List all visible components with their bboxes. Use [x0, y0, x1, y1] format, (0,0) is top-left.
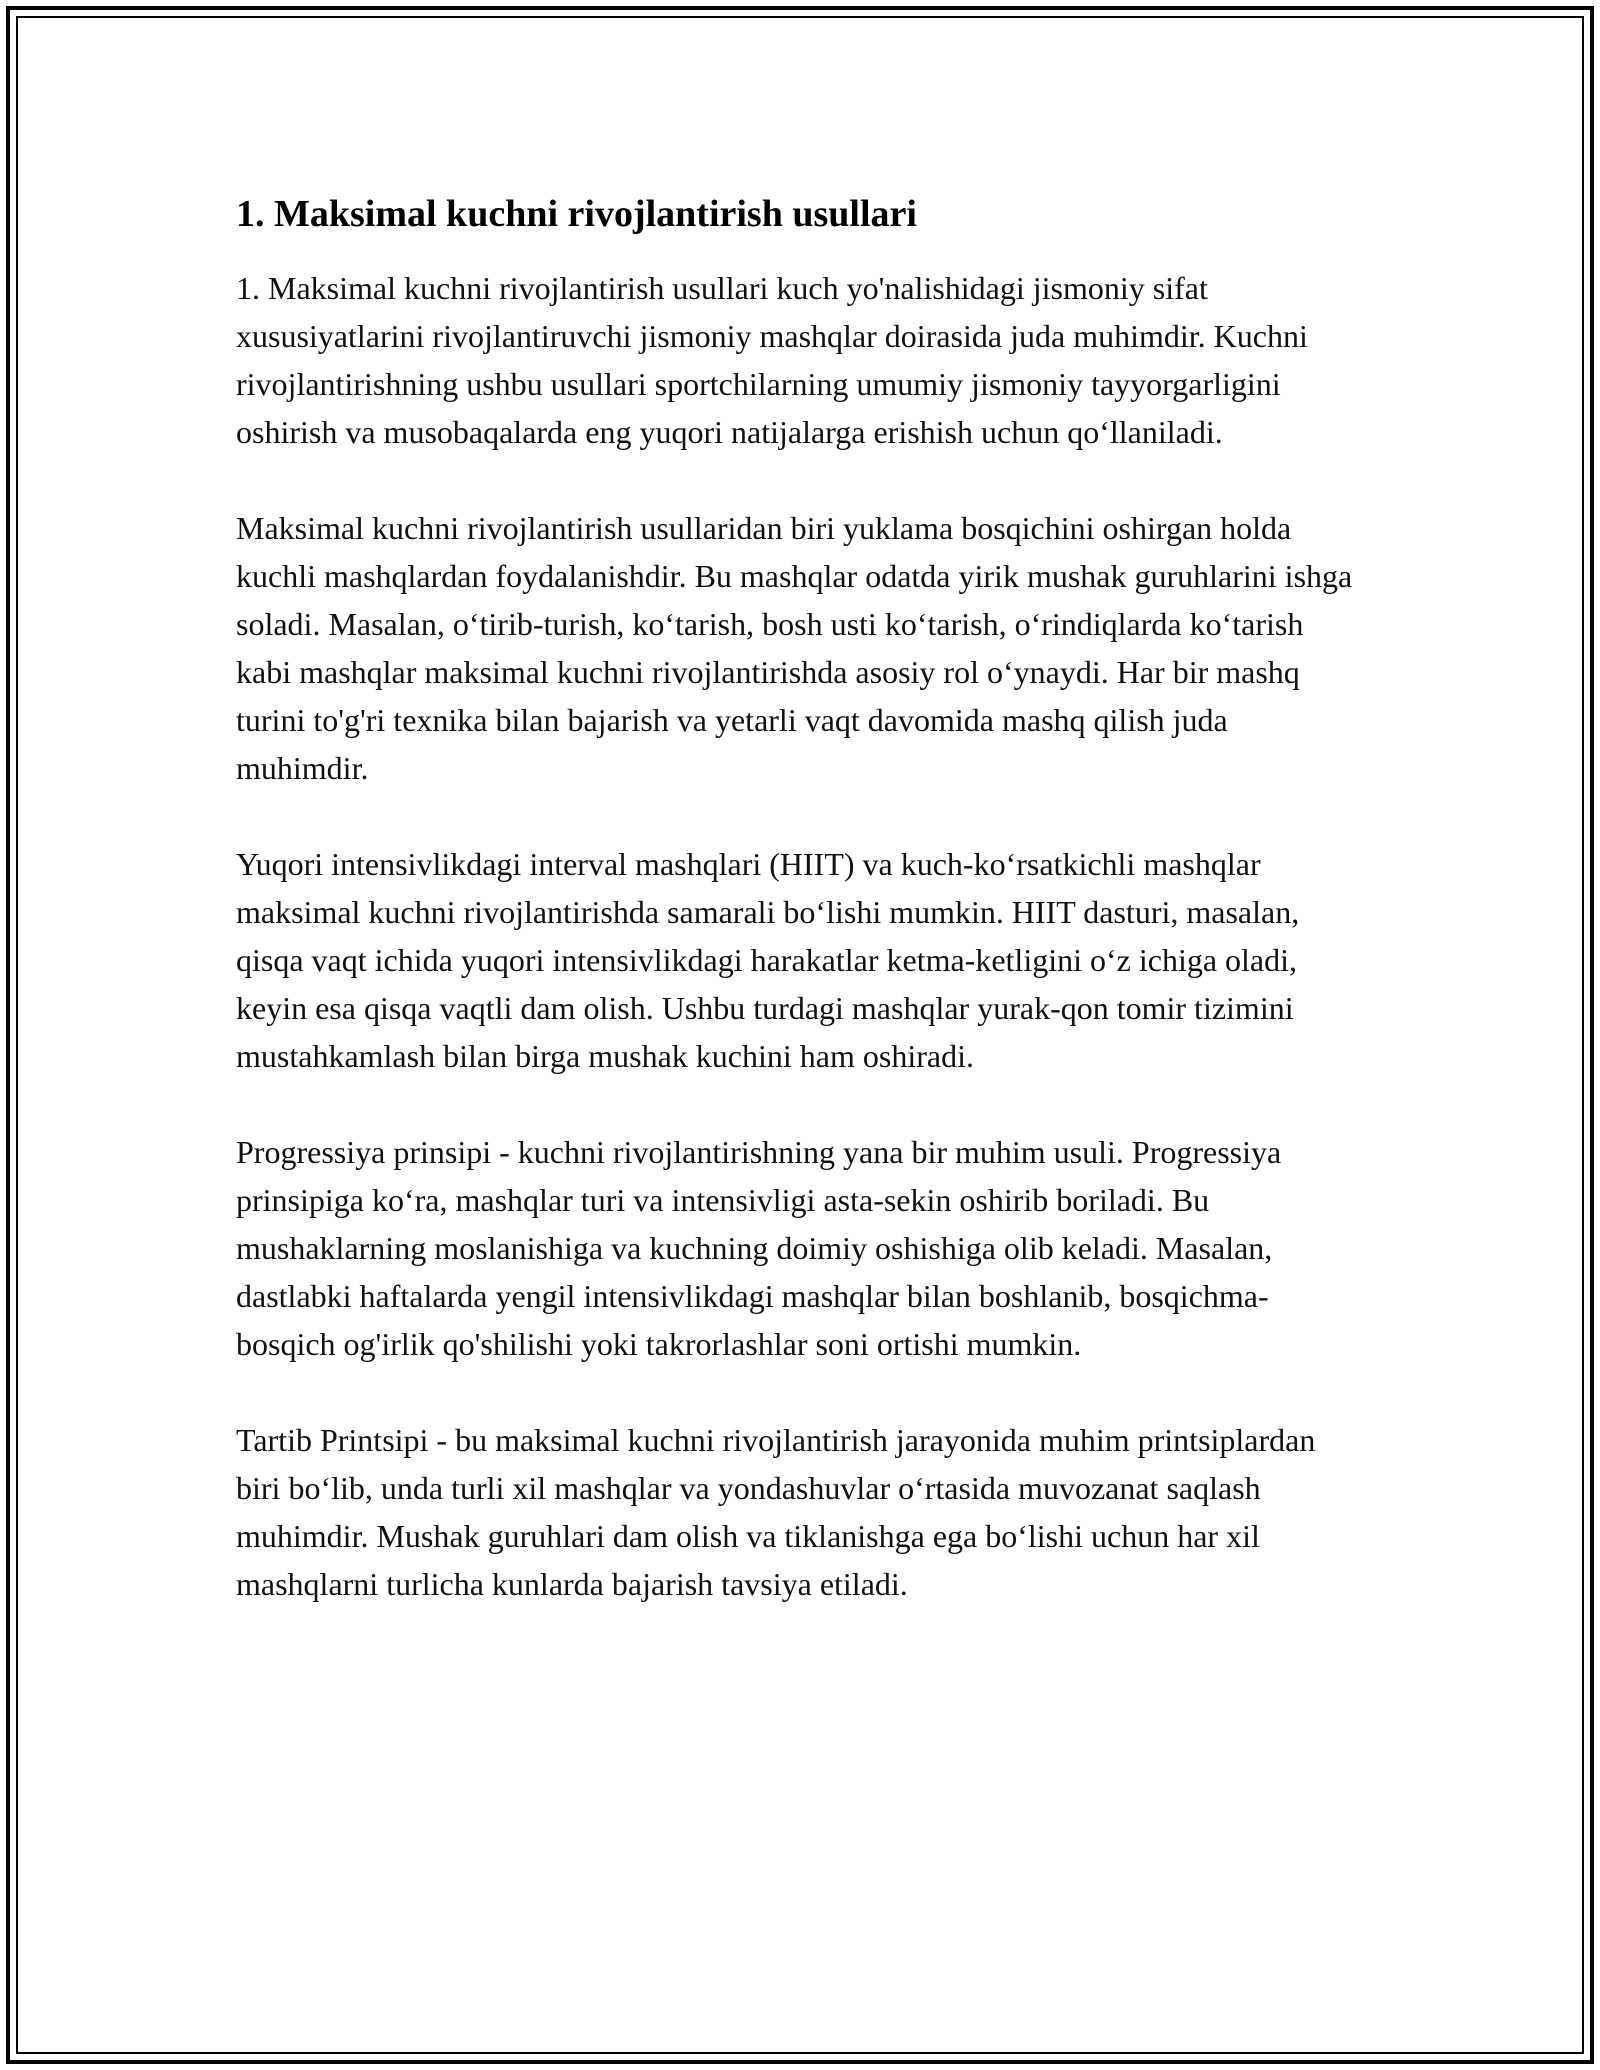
document-title: 1. Maksimal kuchni rivojlantirish usullari	[236, 193, 917, 235]
paragraph-heavy-exercises: Maksimal kuchni rivojlantirish usullaridan biri yuklama bosqichini oshirgan holda kuchli mashqlardan foydalanishdir. Bu mashqlar odatda yirik mushak guruhlarini ishga soladi. Masalan, o‘tirib-turish, ko‘tarish, bosh usti ko‘tarish, o‘rindiqlarda ko‘tarish kabi mashqlar maksimal kuchni rivojlantirishda asosiy rol o‘ynaydi. Har bir mashq turini to'g'ri texnika bilan bajarish va yetarli vaqt davomida mashq qilish juda muhimdir.	[236, 510, 1353, 786]
paragraph-order-principle: Tartib Printsipi - bu maksimal kuchni rivojlantirish jarayonida muhim printsiplardan biri bo‘lib, unda turli xil mashqlar va yondashuvlar o‘rtasida muvozanat saqlash muhimdir. Mushak guruhlari dam olish va tiklanishga ega bo‘lishi uchun har xil mashqlarni turlicha kunlarda bajarish tavsiya etiladi.	[236, 1422, 1316, 1602]
paragraph-progression: Progressiya prinsipi - kuchni rivojlantirishning yana bir muhim usuli. Progressiya prinsipiga ko‘ra, mashqlar turi va intensivligi asta-sekin oshirib boriladi. Bu mushaklarning moslanishiga va kuchning doimiy oshishiga olib keladi. Masalan, dastlabki haftalarda yengil intensivlikdagi mashqlar bilan boshlanib, bosqichma-bosqich og'irlik qo'shilishi yoki takrorlashlar soni ortishi mumkin.	[236, 1134, 1282, 1362]
paragraph-hiit: Yuqori intensivlikdagi interval mashqlari (HIIT) va kuch-ko‘rsatkichli mashqlar maksimal kuchni rivojlantirishda samarali bo‘lishi mumkin. HIIT dasturi, masalan, qisqa vaqt ichida yuqori intensivlikdagi harakatlar ketma-ketligini o‘z ichiga oladi, keyin esa qisqa vaqtli dam olish. Ushbu turdagi mashqlar yurak-qon tomir tizimini mustahkamlash bilan birga mushak kuchini ham oshiradi.	[236, 846, 1300, 1074]
paragraph-intro: 1. Maksimal kuchni rivojlantirish usullari kuch yo'nalishidagi jismoniy sifat xususiyatlarini rivojlantiruvchi jismoniy mashqlar doirasida juda muhimdir. Kuchni rivojlantirishning ushbu usullari sportchilarning umumiy jismoniy tayyorgarligini oshirish va musobaqalarda eng yuqori natijalarga erishish uchun qo‘llaniladi.	[236, 270, 1308, 450]
document-body	[236, 186, 1366, 1656]
